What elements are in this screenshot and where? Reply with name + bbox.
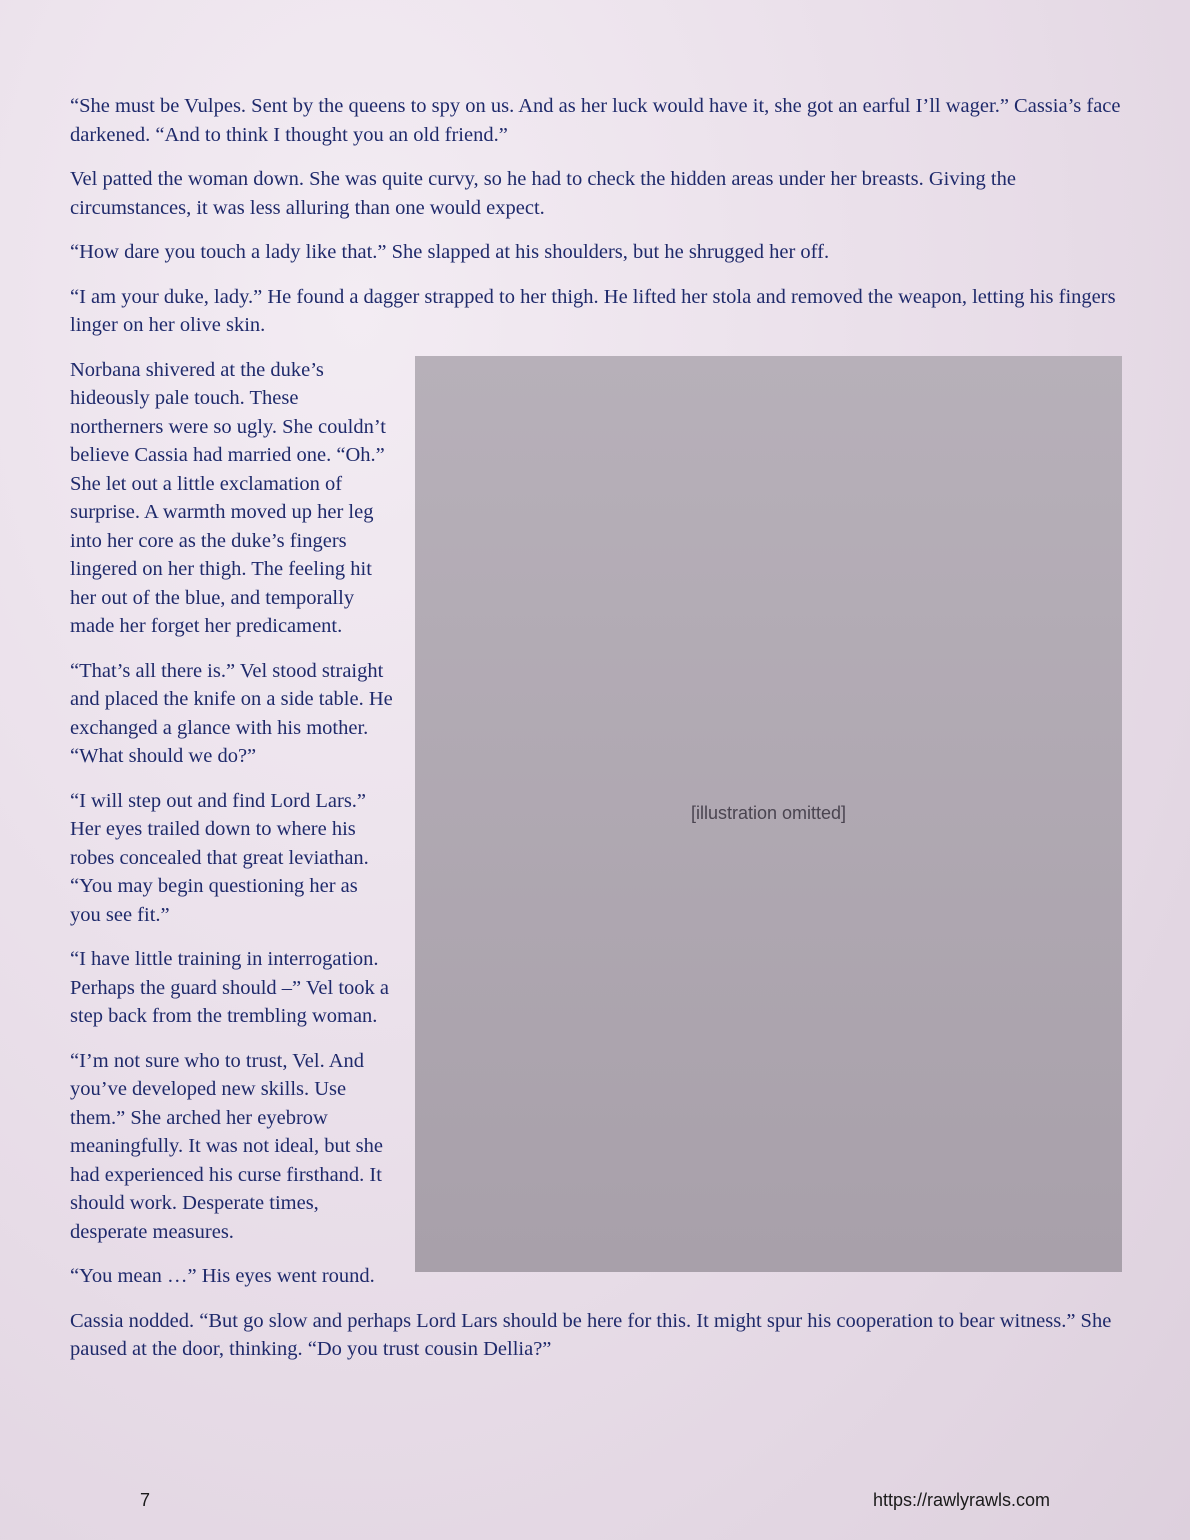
website-link[interactable]: https://rawlyrawls.com xyxy=(872,1490,1050,1510)
page-body xyxy=(70,92,1122,1380)
paragraph: “That’s all there is.” Vel stood straight and placed the knife on a side table. He exchanged a glance with his mother. “What should we do?” xyxy=(70,659,393,767)
paragraph: “She must be Vulpes. Sent by the queens to spy on us. And as her luck would have it, she got an earful I’ll wager.” Cassia’s face darkened. “And to think I thought you an old friend.” xyxy=(70,95,1121,146)
paragraph: “I’m not sure who to trust, Vel. And you’ve developed new skills. Use them.” She arched her eyebrow meaningfully. It was not ideal, but she had experienced his curse firsthand. It should work. Desperate times, desperate measures. xyxy=(70,1049,383,1243)
paragraph: “I am your duke, lady.” He found a dagger strapped to her thigh. He lifted her stola and removed the weapon, letting his fingers linger on her olive skin. xyxy=(70,285,1116,336)
paragraph: “I have little training in interrogation. Perhaps the guard should –” Vel took a step back from the trembling woman. xyxy=(70,948,390,1027)
page-number: 7 xyxy=(140,1490,151,1510)
illustration-placeholder xyxy=(415,356,1122,1272)
paragraph: Cassia nodded. “But go slow and perhaps Lord Lars should be here for this. It might spur his cooperation to bear witness.” She paused at the door, thinking. “Do you trust cousin Dellia?” xyxy=(70,1309,1112,1360)
paragraph: Vel patted the woman down. She was quite curvy, so he had to check the hidden areas under her breasts. Giving the circumstances, it was less alluring than one would expect. xyxy=(70,168,1016,219)
paragraph: “How dare you touch a lady like that.” She slapped at his shoulders, but he shrugged her off. xyxy=(70,241,830,263)
illustration-placeholder-label: [illustration omitted] xyxy=(690,803,847,823)
paragraph: Norbana shivered at the duke’s hideously pale touch. These northerners were so ugly. She couldn’t believe Cassia had married one. “Oh.” She let out a little exclamation of surprise. A warmth moved up her leg into her core as the duke’s fingers lingered on her thigh. The feeling hit her out of the blue, and temporally made her forget her predicament. xyxy=(70,358,386,637)
paragraph: “I will step out and find Lord Lars.” Her eyes trailed down to where his robes concealed that great leviathan. “You may begin questioning her as you see fit.” xyxy=(70,789,369,926)
paragraph: “You mean …” His eyes went round. xyxy=(70,1265,375,1287)
